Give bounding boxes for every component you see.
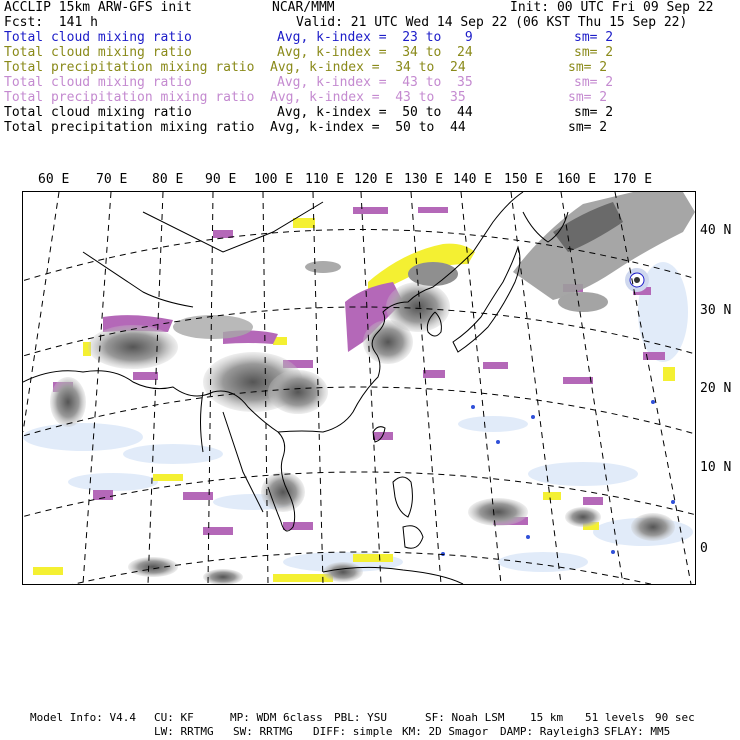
- cu-scheme: CU: KF: [154, 711, 194, 724]
- lon-label: 60 E: [38, 172, 70, 187]
- lat-label: 10 N: [700, 460, 732, 475]
- field-name: Total cloud mixing ratio: [4, 75, 192, 90]
- field-name: Total precipitation mixing ratio: [4, 60, 255, 75]
- lat-label: 30 N: [700, 303, 732, 318]
- field-sm: sm= 2: [568, 90, 608, 105]
- pbl-scheme: PBL: YSU: [334, 711, 387, 724]
- lon-label: 90 E: [205, 172, 237, 187]
- init-time: Init: 00 UTC Fri 09 Sep 22: [510, 0, 714, 15]
- valid-time: Valid: 21 UTC Wed 14 Sep 22 (06 KST Thu 15 Sep 22): [296, 15, 688, 30]
- sw-scheme: SW: RRTMG: [233, 725, 293, 738]
- field-sm: sm= 2: [574, 45, 614, 60]
- km-scheme: KM: 2D Smagor: [402, 725, 489, 738]
- forecast-hour: Fcst: 141 h: [4, 15, 98, 30]
- field-name: Total precipitation mixing ratio: [4, 120, 255, 135]
- field-avg: Avg, k-index = 43 to 35: [277, 75, 473, 90]
- lat-label: 20 N: [700, 381, 732, 396]
- field-sm: sm= 2: [568, 120, 608, 135]
- model-title: ACCLIP 15km ARW-GFS init: [4, 0, 192, 15]
- lw-scheme: LW: RRTMG: [154, 725, 214, 738]
- sf-scheme: SF: Noah LSM: [425, 711, 505, 724]
- lon-label: 160 E: [557, 172, 597, 187]
- lon-label: 110 E: [305, 172, 345, 187]
- organization-label: NCAR/MMM: [272, 0, 335, 15]
- field-avg: Avg, k-index = 34 to 24: [270, 60, 466, 75]
- field-avg: Avg, k-index = 34 to 24: [277, 45, 473, 60]
- lon-label: 80 E: [152, 172, 184, 187]
- field-avg: Avg, k-index = 23 to 9: [277, 30, 473, 45]
- typhoon-swirl: [625, 268, 649, 292]
- lat-label: 40 N: [700, 223, 732, 238]
- map-panel: [22, 191, 696, 585]
- field-name: Total cloud mixing ratio: [4, 45, 192, 60]
- sflay-scheme: SFLAY: MM5: [604, 725, 671, 738]
- resolution: 15 km: [530, 711, 564, 724]
- lon-label: 130 E: [404, 172, 444, 187]
- lon-label: 120 E: [354, 172, 394, 187]
- model-info: Model Info: V4.4: [30, 711, 136, 724]
- field-avg: Avg, k-index = 43 to 35: [270, 90, 466, 105]
- lon-label: 150 E: [504, 172, 544, 187]
- field-avg: Avg, k-index = 50 to 44: [277, 105, 473, 120]
- lon-label: 100 E: [254, 172, 294, 187]
- time-step: 90 sec: [655, 711, 695, 724]
- field-name: Total cloud mixing ratio: [4, 105, 192, 120]
- lon-label: 70 E: [96, 172, 128, 187]
- field-sm: sm= 2: [574, 105, 614, 120]
- field-avg: Avg, k-index = 50 to 44: [270, 120, 466, 135]
- field-sm: sm= 2: [574, 75, 614, 90]
- lon-label: 170 E: [613, 172, 653, 187]
- mp-scheme: MP: WDM 6class: [230, 711, 323, 724]
- map-canvas: [23, 192, 695, 584]
- damp-scheme: DAMP: Rayleigh3: [500, 725, 600, 738]
- field-sm: sm= 2: [574, 30, 614, 45]
- field-name: Total precipitation mixing ratio: [4, 90, 255, 105]
- lat-label: 0: [700, 541, 708, 556]
- field-name: Total cloud mixing ratio: [4, 30, 192, 45]
- field-sm: sm= 2: [568, 60, 608, 75]
- diff-scheme: DIFF: simple: [313, 725, 393, 738]
- level-count: 51 levels: [585, 711, 645, 724]
- lon-label: 140 E: [453, 172, 493, 187]
